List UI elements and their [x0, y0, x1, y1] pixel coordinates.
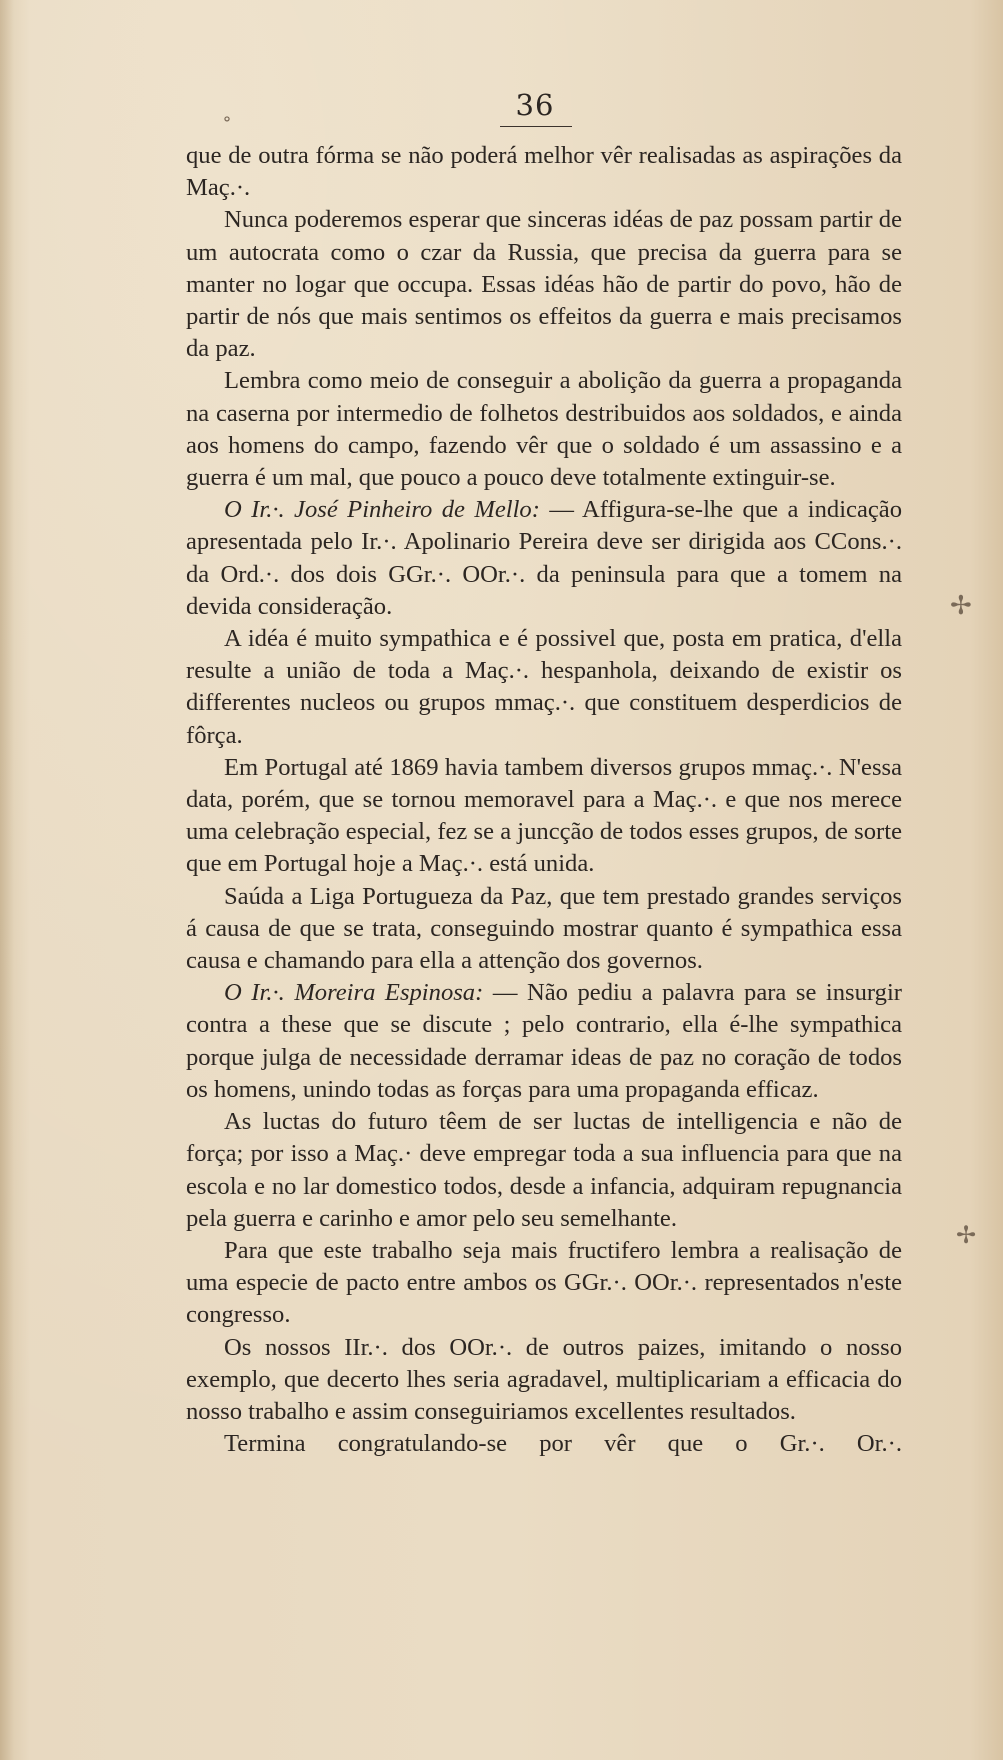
paragraph-text: Nunca poderemos esperar que sinceras idéas de paz possam partir de um autocrata como o czar da Russia, que precisa da guerra para se manter no logar que occupa. Essas idéas hão de partir do povo, hão de partir de nós que mais sentimos os effeitos da guerra e mais precisamos da paz.: [186, 206, 902, 363]
ink-mark-decoration: ✢: [956, 1221, 977, 1249]
paragraph: [186, 494, 902, 623]
body-text: [186, 140, 902, 1460]
paragraph: [186, 365, 902, 494]
paragraph: [186, 204, 902, 365]
paragraph: [186, 1332, 902, 1429]
paragraph: [186, 140, 902, 204]
paragraph: [186, 977, 902, 1106]
paragraph: [186, 1428, 902, 1460]
paragraph: [186, 752, 902, 881]
page-number-rule: [500, 126, 572, 127]
paragraph-text: Termina congratulando-se por vêr que o Gr.·. Or.·.: [224, 1430, 902, 1458]
paragraph: [186, 623, 902, 752]
paragraph-text: Saúda a Liga Portugueza da Paz, que tem prestado grandes serviços á causa de que se trata, conseguindo mostrar quanto é sympathica essa causa e chamando para ella a attenção dos governos.: [186, 882, 902, 975]
paragraph: [186, 881, 902, 978]
page-binding-shadow: [0, 0, 14, 1760]
paragraph: [186, 1106, 902, 1235]
paragraph-text: Lembra como meio de conseguir a abolição da guerra a propaganda na caserna por intermedio de folhetos destribuidos aos soldados, e ainda aos homens do campo, fazendo vêr que o soldado é um assassino e a guerra é um mal, que pouco a pouco deve totalmente extinguir-se.: [186, 367, 902, 492]
paragraph-text: A idéa é muito sympathica e é possivel que, posta em pratica, d'ella resulte a união de toda a Maç.·. hespanhola, deixando de existir os differentes nucleos ou grupos mmaç.·. que constituem desperdicios de fôrça.: [186, 625, 902, 749]
paragraph-text: que de outra fórma se não poderá melhor vêr realisadas as aspirações da Maç.·.: [186, 142, 902, 202]
ink-mark-decoration: ˳: [222, 98, 232, 122]
paragraph-text: Para que este trabalho seja mais fructifero lembra a realisação de uma especie de pacto entre ambos os GGr.·. OOr.·. representados n'este congresso.: [186, 1236, 902, 1329]
paragraph-text: — Não pediu a palavra para se insurgir contra a these que se discute ; pelo contrario, ella é-lhe sympathica porque julga de necessidade derramar ideas de paz no coração de todos os homens, unindo todas as forças para uma propaganda efficaz.: [186, 979, 902, 1103]
paragraph-text: As luctas do futuro têem de ser luctas de intelligencia e não de força; por isso a Maç.· deve empregar toda a sua influencia para que na escola e no lar domestico todos, desde a infancia, adquiram repugnancia pela guerra e carinho e amor pelo seu semelhante.: [186, 1108, 902, 1232]
page-number: 36: [515, 88, 555, 122]
speaker-name: O Ir.·. Moreira Espinosa:: [224, 979, 484, 1007]
paragraph-text: — Affigura-se-lhe que a indicação apresentada pelo Ir.·. Apolinario Pereira deve ser dirigida aos CCons.·. da Ord.·. dos dois GGr.·. OOr.·. da peninsula para que a tomem na devida consideração.: [186, 496, 903, 620]
paragraph: [186, 1235, 902, 1332]
speaker-name: O Ir.·. José Pinheiro de Mello:: [224, 496, 540, 524]
paragraph-text: Os nossos IIr.·. dos OOr.·. de outros paizes, imitando o nosso exemplo, que decerto lhes seria agradavel, multiplicariam a efficacia do nosso trabalho e assim conseguiriamos excellentes resultados.: [186, 1333, 902, 1425]
paragraph-text: Em Portugal até 1869 havia tambem diversos grupos mmaç.·. N'essa data, porém, que se tornou memoravel para a Maç.·. e que nos merece uma celebração especial, fez se a juncção de todos esses grupos, de sorte que em Portugal hoje a Maç.·. está unida.: [186, 753, 902, 878]
ink-mark-decoration: ✢: [950, 591, 972, 621]
